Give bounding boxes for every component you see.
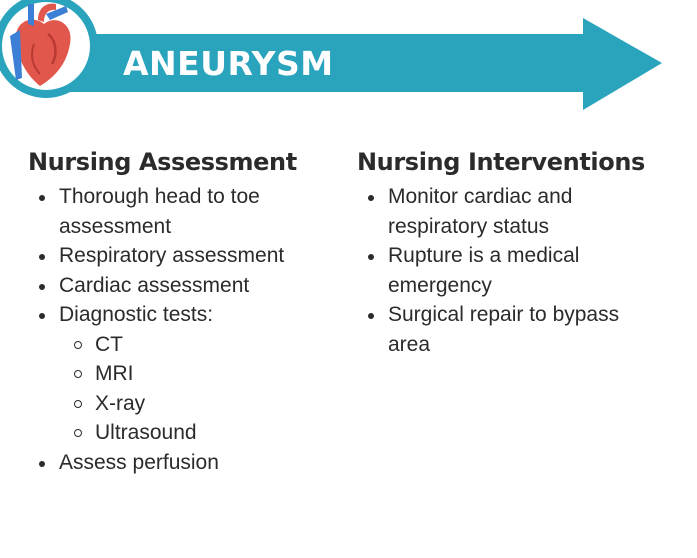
interventions-list (357, 182, 677, 359)
banner-title: ANEURYSM (123, 44, 334, 83)
list-item-continuation: area (388, 332, 431, 356)
sub-list-item: Ultrasound (28, 418, 343, 448)
list-item: Thorough head to toe (28, 182, 343, 212)
assessment-heading: Nursing Assessment (28, 148, 297, 176)
list-item: Assess perfusion (28, 448, 343, 478)
list-item: Surgical repair to bypass (357, 300, 677, 330)
list-item: Diagnostic tests: (28, 300, 343, 330)
list-item: Monitor cardiac and (357, 182, 677, 212)
interventions-column (357, 148, 677, 359)
sub-list-item: MRI (28, 359, 343, 389)
list-item: Cardiac assessment (28, 271, 343, 301)
title-banner (0, 0, 697, 120)
list-item: Respiratory assessment (28, 241, 343, 271)
interventions-heading: Nursing Interventions (357, 148, 645, 176)
list-item-continuation: emergency (388, 273, 492, 297)
list-item-continuation: assessment (59, 214, 172, 238)
diagnostic-tests-sublist (28, 330, 343, 448)
list-item-continuation: respiratory status (388, 214, 550, 238)
sub-list-item: CT (28, 330, 343, 360)
assessment-column (28, 148, 343, 477)
list-item: Rupture is a medical (357, 241, 677, 271)
assessment-list (28, 182, 343, 330)
assessment-list-end (28, 448, 343, 478)
sub-list-item: X-ray (28, 389, 343, 419)
